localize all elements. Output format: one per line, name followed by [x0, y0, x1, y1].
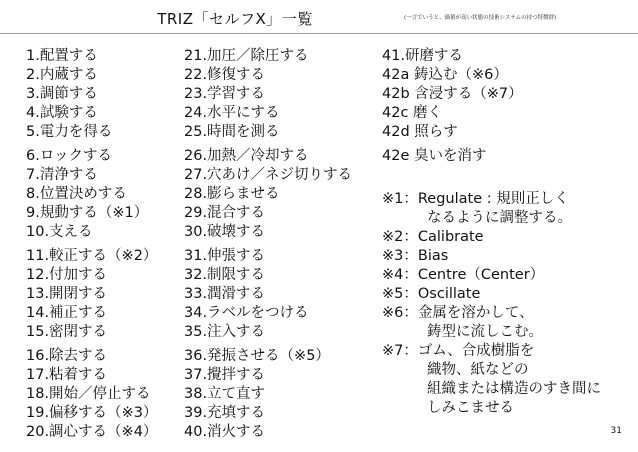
list-item: 22.修復する: [184, 67, 266, 83]
footnote-text: Centre（Center）: [417, 267, 545, 283]
footnote-marker: ※2：: [382, 229, 418, 245]
item-group: [26, 147, 157, 242]
list-item: 7.清浄する: [26, 167, 98, 183]
footnote-text: Calibrate: [417, 229, 484, 245]
footnote-marker: ※5：: [382, 286, 418, 302]
footnote: [382, 228, 601, 247]
footnotes: [382, 190, 601, 418]
footnote-text: ゴム、合成樹脂を: [417, 343, 535, 359]
list-item: 39.充填する: [184, 405, 266, 421]
slide-title: TRIZ「セルフX」一覧: [157, 10, 313, 28]
list-item: 42b 含浸する（※7）: [382, 86, 523, 102]
list-item: 11.較正する（※2）: [26, 248, 158, 264]
list-item: 42d 照らす: [382, 124, 458, 140]
list-item: 42a 鋳込む（※6）: [382, 67, 508, 83]
item-group: [184, 147, 352, 242]
list-item: 30.破壊する: [184, 224, 266, 240]
footnote-continuation: しみこませる: [427, 400, 514, 416]
footnote-text: Regulate : 規則正しく: [417, 191, 569, 207]
list-item: 5.電力を得る: [26, 124, 113, 140]
list-item: 10.支える: [26, 224, 93, 240]
footnote: [382, 247, 601, 266]
footnote: [382, 342, 601, 361]
list-item: 12.付加する: [26, 267, 108, 283]
list-item: 35.注入する: [184, 324, 266, 340]
item-group: [26, 347, 157, 442]
list-item: 9.規動する（※1）: [26, 205, 149, 221]
list-item: 26.加熱／冷却する: [184, 148, 309, 164]
footnote-text: Bias: [417, 248, 449, 264]
item-group: [26, 247, 157, 342]
list-item: 2.内蔵する: [26, 67, 98, 83]
footnote-marker: ※6：: [382, 305, 418, 321]
item-group: [184, 247, 352, 342]
page-number: 31: [610, 426, 622, 436]
list-item: 42e 臭いを消す: [382, 148, 487, 164]
list-item: 41.研磨する: [382, 48, 464, 64]
list-item: 28.膨らませる: [184, 186, 280, 202]
list-item: 6.ロックする: [26, 148, 113, 164]
list-item: 40.消火する: [184, 424, 266, 440]
list-item: 19.偏移する（※3）: [26, 405, 158, 421]
list-item: 27.穴あけ／ネジ切りする: [184, 167, 353, 183]
footnote-marker: ※4：: [382, 267, 418, 283]
item-group: [184, 47, 352, 142]
footnote-continuation: 織物、紙などの: [427, 362, 529, 378]
footnote-text: Oscillate: [417, 286, 481, 302]
list-item: 16.除去する: [26, 348, 108, 364]
list-item: 24.水平にする: [184, 105, 280, 121]
list-item: 4.試験する: [26, 105, 98, 121]
item-group: [382, 147, 601, 166]
list-item: 29.混合する: [184, 205, 266, 221]
list-item: 17.粘着する: [26, 367, 108, 383]
list-item: 37.攪拌する: [184, 367, 266, 383]
column-3: [382, 47, 601, 418]
list-item: 25.時間を測る: [184, 124, 280, 140]
item-group: [382, 47, 601, 142]
list-item: 18.開始／停止する: [26, 386, 151, 402]
list-item: 33.潤滑する: [184, 286, 266, 302]
list-item: 8.位置決めする: [26, 186, 127, 202]
footnote-marker: ※7：: [382, 343, 418, 359]
list-item: 21.加圧／除圧する: [184, 48, 309, 64]
list-item: 13.開閉する: [26, 286, 108, 302]
footnote-continuation: 組織または構造のすき間に: [427, 381, 601, 397]
footnote: [382, 304, 601, 323]
footnote-marker: ※1：: [382, 191, 418, 207]
slide-subtitle: (一言でいうと、価値が高い状態の技術システムの持つ特徴群): [404, 15, 557, 21]
footnote-continuation: なるように調整する。: [427, 210, 572, 226]
footnote: [382, 285, 601, 304]
list-item: 20.調心する（※4）: [26, 424, 158, 440]
list-item: 1.配置する: [26, 48, 98, 64]
list-item: 38.立て直す: [184, 386, 266, 402]
list-item: 31.伸張する: [184, 248, 266, 264]
footnote-marker: ※3：: [382, 248, 418, 264]
column-2: [184, 47, 352, 447]
title-divider: [0, 33, 638, 34]
list-item: 15.密閉する: [26, 324, 108, 340]
item-group: [26, 47, 157, 142]
item-group: [184, 347, 352, 442]
footnote: [382, 266, 601, 285]
list-item: 32.制限する: [184, 267, 266, 283]
list-item: 42c 磨く: [382, 105, 443, 121]
footnote-continuation: 鋳型に流しこむ。: [427, 324, 543, 340]
column-1: [26, 47, 157, 447]
list-item: 14.補正する: [26, 305, 108, 321]
list-item: 34.ラベルをつける: [184, 305, 309, 321]
list-item: 36.発振させる（※5）: [184, 348, 330, 364]
footnote-text: 金属を溶かして、: [417, 305, 534, 321]
footnote: [382, 190, 601, 209]
list-item: 3.調節する: [26, 86, 98, 102]
list-item: 23.学習する: [184, 86, 266, 102]
